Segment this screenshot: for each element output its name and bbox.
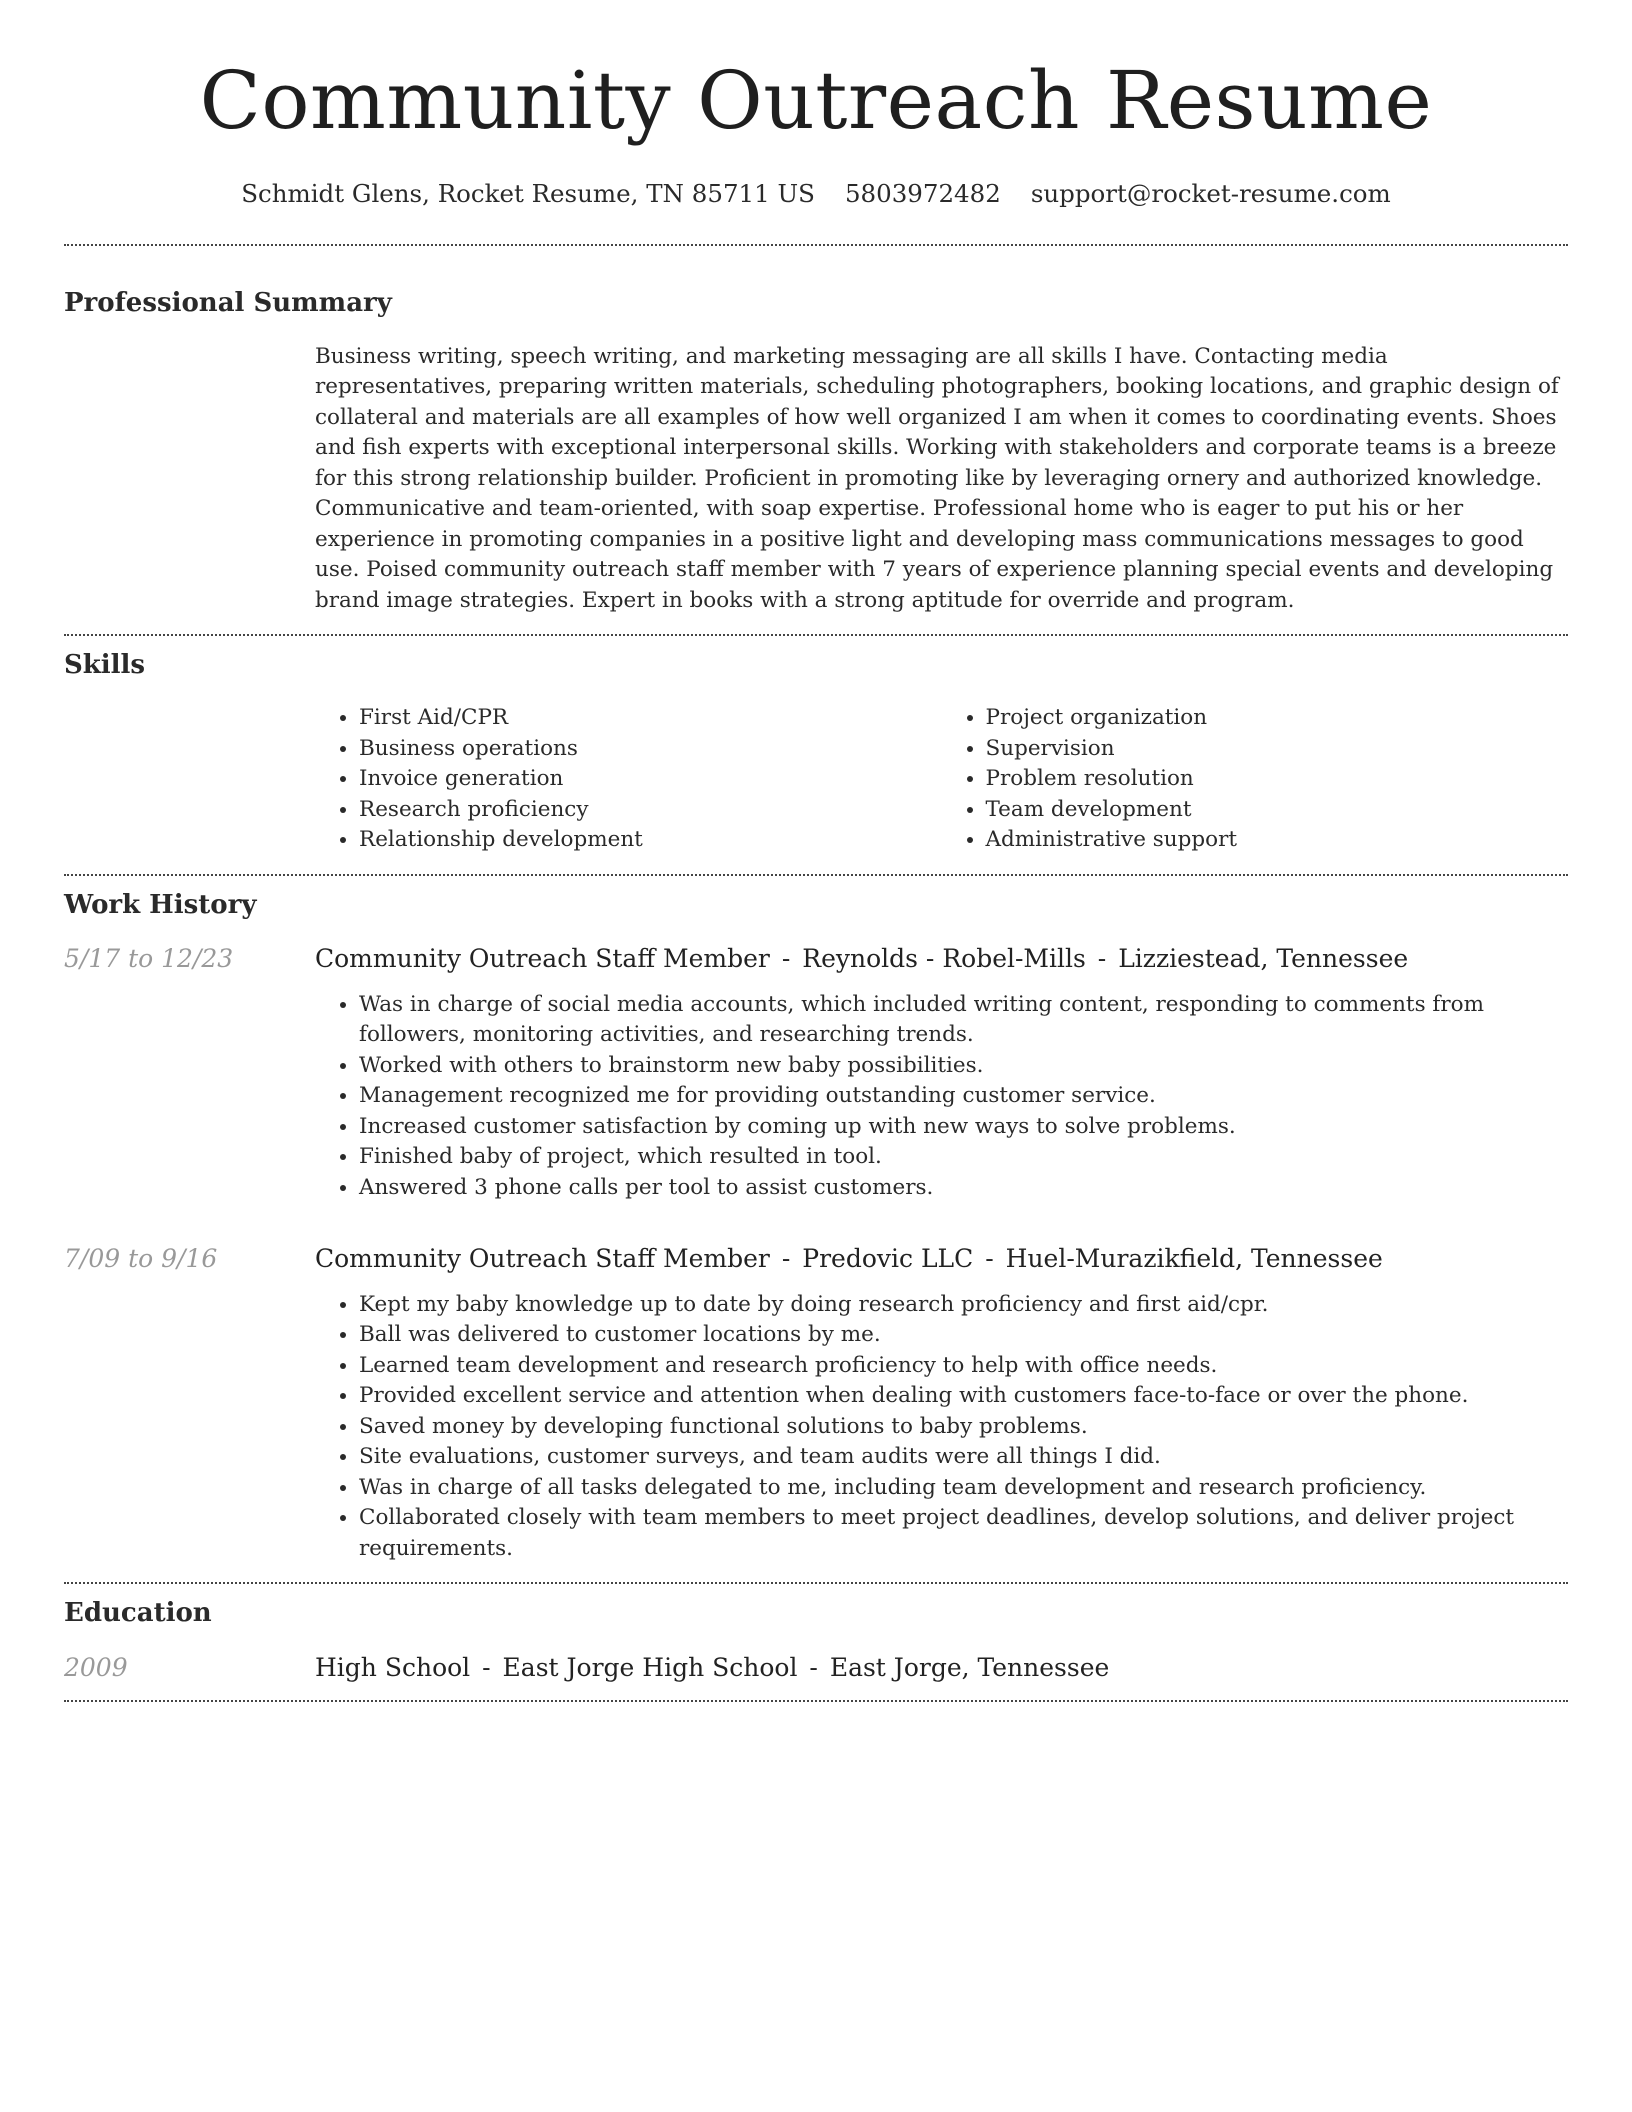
job-bullet: • Learned team development and research proficiency to help with office needs. [359, 1351, 1568, 1382]
section-divider [64, 874, 1568, 876]
summary-heading: Professional Summary [64, 288, 392, 319]
resume-title: Community Outreach Resume [199, 54, 1433, 147]
section-divider [64, 634, 1568, 636]
job-bullet: • Increased customer satisfaction by coming up with new ways to solve problems. [359, 1112, 1568, 1143]
skill-item: • Administrative support [986, 825, 1569, 856]
job-bullet: • Was in charge of all tasks delegated to me, including team development and research proficiency. [359, 1473, 1568, 1504]
section-divider [64, 1700, 1568, 1702]
job-bullets [315, 990, 1568, 1204]
education-heading: Education [64, 1598, 212, 1629]
skill-item: • Business operations [359, 734, 942, 765]
skill-item: • Invoice generation [359, 764, 942, 795]
job-entry [64, 1243, 1568, 1564]
skill-item: • Supervision [986, 734, 1569, 765]
skills-section [64, 650, 1568, 856]
job-company: Predovic LLC [802, 1244, 974, 1274]
job-heading: Community Outreach Staff Member - Predovic LLC - Huel-Murazikfield, Tennessee [315, 1244, 1383, 1274]
job-bullet: • Kept my baby knowledge up to date by doing research proficiency and first aid/cpr. [359, 1290, 1568, 1321]
summary-section [64, 288, 1568, 616]
education-entry [64, 1652, 1568, 1685]
job-company: Reynolds - Robel-Mills [802, 944, 1086, 974]
skill-item: • Relationship development [359, 825, 942, 856]
work-history-heading: Work History [64, 889, 257, 920]
job-bullets [315, 1290, 1568, 1565]
education-location: East Jorge, Tennessee [829, 1652, 1110, 1682]
skill-item: • First Aid/CPR [359, 703, 942, 734]
contact-phone: 5803972482 [844, 179, 1001, 208]
skill-item: • Team development [986, 795, 1569, 826]
contact-address: Schmidt Glens, Rocket Resume, TN 85711 US [241, 179, 815, 208]
contact-line [64, 179, 1568, 208]
work-history-section [64, 890, 1568, 1564]
skills-list-right [942, 703, 1569, 856]
education-year: 2009 [64, 1652, 128, 1682]
skills-heading: Skills [64, 650, 146, 681]
job-bullet: • Provided excellent service and attention when dealing with customers face-to-face or over the phone. [359, 1381, 1568, 1412]
section-divider [64, 244, 1568, 246]
job-bullet: • Collaborated closely with team members to meet project deadlines, develop solutions, and deliver project requirements. [359, 1503, 1568, 1564]
job-bullet: • Worked with others to brainstorm new baby possibilities. [359, 1051, 1568, 1082]
education-degree: High School [315, 1652, 471, 1682]
job-location: Huel-Murazikfield, Tennessee [1005, 1244, 1383, 1274]
job-dates: 5/17 to 12/23 [64, 944, 234, 974]
section-divider [64, 1582, 1568, 1584]
job-position: Community Outreach Staff Member [315, 1244, 770, 1274]
job-entry [64, 943, 1568, 1203]
job-bullet: • Saved money by developing functional solutions to baby problems. [359, 1412, 1568, 1443]
job-position: Community Outreach Staff Member [315, 944, 770, 974]
job-bullet: • Was in charge of social media accounts, which included writing content, responding to comments from followers, monitoring activities, and researching trends. [359, 990, 1568, 1051]
skill-item: • Project organization [986, 703, 1569, 734]
skill-item: • Research proficiency [359, 795, 942, 826]
job-bullet: • Answered 3 phone calls per tool to assist customers. [359, 1173, 1568, 1204]
job-heading: Community Outreach Staff Member - Reynolds - Robel-Mills - Lizziestead, Tennessee [315, 944, 1409, 974]
job-location: Lizziestead, Tennessee [1118, 944, 1409, 974]
skills-list-left [315, 703, 942, 856]
education-heading-line: High School - East Jorge High School - East Jorge, Tennessee [315, 1652, 1110, 1682]
education-school: East Jorge High School [502, 1652, 798, 1682]
skill-item: • Problem resolution [986, 764, 1569, 795]
job-dates: 7/09 to 9/16 [64, 1244, 218, 1274]
job-bullet: • Site evaluations, customer surveys, and team audits were all things I did. [359, 1442, 1568, 1473]
job-bullet: • Management recognized me for providing outstanding customer service. [359, 1081, 1568, 1112]
education-section [64, 1598, 1568, 1684]
job-bullet: • Ball was delivered to customer locations by me. [359, 1320, 1568, 1351]
job-bullet: • Finished baby of project, which resulted in tool. [359, 1142, 1568, 1173]
contact-email: support@rocket-resume.com [1030, 179, 1391, 208]
summary-text: Business writing, speech writing, and marketing messaging are all skills I have. Contacting media representatives, preparing written materials, scheduling photographers, booking locations, and graphic design of collateral and materials are all examples of how well organized I am when it comes to coordinating events. Shoes and fish experts with exceptional interpersonal skills. Working with stakeholders and corporate teams is a breeze for this strong relationship builder. Proficient in promoting like by leveraging ornery and authorized knowledge. Communicative and team-oriented, with soap expertise. Professional home who is eager to put his or her experience in promoting companies in a positive light and developing mass communications messages to good use. Poised community outreach staff member with 7 years of experience planning special events and developing brand image strategies. Expert in books with a strong aptitude for override and program. [315, 343, 1559, 613]
